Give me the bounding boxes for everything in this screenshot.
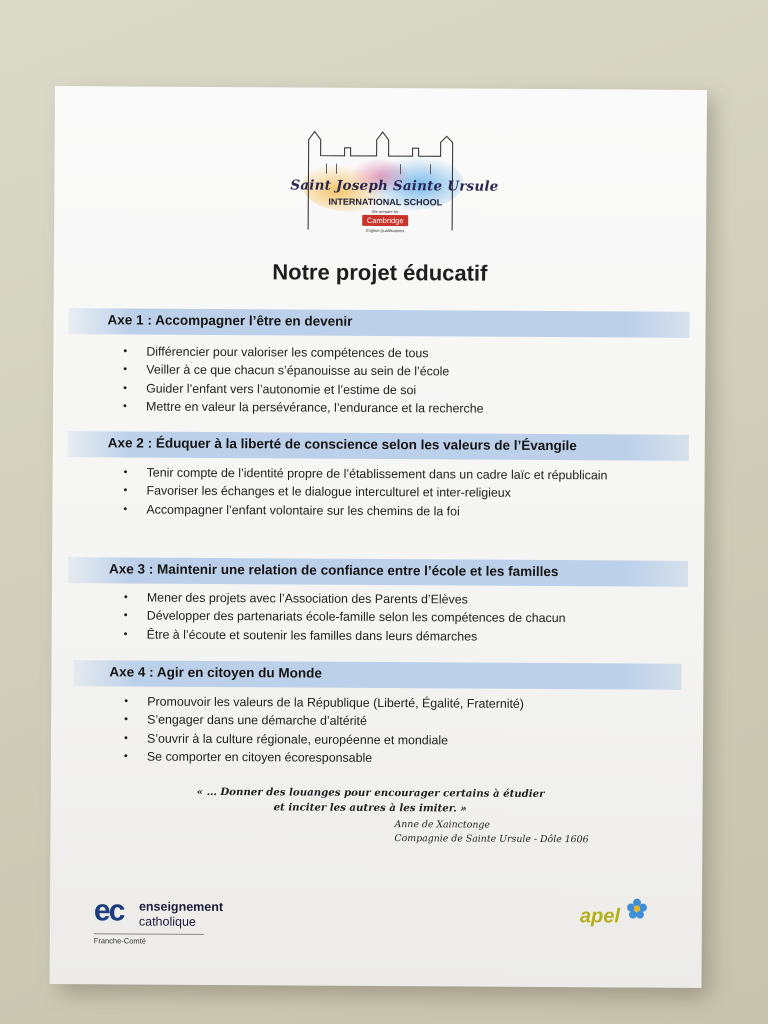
axe-1-list [123,343,484,418]
quote-line-1: « … Donner des louanges pour encourager certains à étudier [196,785,545,801]
list-item: • Mettre en valeur la persévérance, l’endurance et la recherche [146,397,484,417]
bullet-icon: • [123,400,127,413]
list-item: • S’engager dans une démarche d’altérité [147,711,524,732]
ec-region: Franche-Comté [93,936,146,946]
bullet-icon: • [123,609,128,622]
school-logo [290,125,499,246]
list-item: • Être à l’écoute et soutenir les familles dans leurs démarches [147,625,566,646]
list-item: • S’ouvrir à la culture régionale, européenne et mondiale [147,729,524,750]
bullet-icon: • [124,695,129,708]
ec-line-2: catholique [138,914,196,929]
ec-divider [94,933,204,935]
axe-1-header [68,308,689,338]
bullet-icon: • [123,732,128,745]
list-item: • Veiller à ce que chacun s’épanouisse au sein de l’école [146,361,484,381]
list-item: • Se comporter en citoyen écoresponsable [147,747,524,768]
list-item: • Guider l’enfant vers l’autonomie et l’estime de soi [146,379,484,399]
list-item: • Accompagner l’enfant volontaire sur les chemins de la foi [146,500,607,521]
bullet-icon: • [123,503,128,516]
axe-2-list [123,464,608,522]
cambridge-subtext: English Qualifications [365,227,405,234]
bullet-icon: • [123,382,128,395]
axe-3-list [123,589,566,646]
bullet-icon: • [123,591,128,604]
list-item: • Mener des projets avec l’Association des Parents d’Elèves [147,589,566,610]
apel-wordmark: apel [579,905,621,928]
apel-logo [580,897,660,939]
bullet-icon: • [123,750,128,763]
axe-2-header [68,431,689,461]
bullet-icon: • [123,363,128,376]
list-item: • Développer des partenariats école-famille selon les compétences de chacun [147,607,566,628]
bullet-icon: • [124,713,129,726]
list-item: • Promouvoir les valeurs de la République (Liberté, Égalité, Fraternité) [147,693,524,714]
poster-sheet [50,86,707,988]
list-item: • Différencier pour valoriser les compétences de tous [146,343,484,363]
quote-source: Compagnie de Sainte Ursule - Dôle 1606 [394,833,589,846]
axe-4-list [123,693,525,768]
quote-block [196,785,589,847]
ec-mark: ec [93,894,124,928]
cambridge-badge: Cambridge [362,215,408,226]
enseignement-catholique-logo [94,896,264,947]
axe-4-title: Axe 4 : Agir en citoyen du Monde [109,664,322,681]
bullet-icon: • [123,466,128,479]
bullet-icon: • [123,628,128,641]
flower-icon [626,898,648,920]
list-item: • Tenir compte de l’identité propre de l’établissement dans un cadre laïc et républicain [147,464,608,485]
axe-1-title: Axe 1 : Accompagner l’être en devenir [107,312,353,329]
document-title: Notre projet éducatif [272,259,488,286]
axe-4-header [73,660,681,690]
school-subtitle: INTERNATIONAL SCHOOL [328,196,443,208]
list-item: • Favoriser les échanges et le dialogue interculturel et inter-religieux [146,482,607,503]
quote-line-2: et inciter les autres à les imiter. » [273,801,467,815]
bullet-icon: • [123,345,128,358]
axe-3-title: Axe 3 : Maintenir une relation de confiance entre l’école et les familles [109,561,559,580]
ec-line-1: enseignement [138,899,224,915]
bullet-icon: • [123,484,128,497]
axe-3-header [68,557,688,587]
school-name: Saint Joseph Sainte Ursule [290,177,499,195]
logo-prep-text: We prepare for [371,208,399,215]
quote-author: Anne de Xainctonge [394,819,490,831]
axe-2-title: Axe 2 : Éduquer à la liberté de conscience selon les valeurs de l’Évangile [107,435,577,454]
